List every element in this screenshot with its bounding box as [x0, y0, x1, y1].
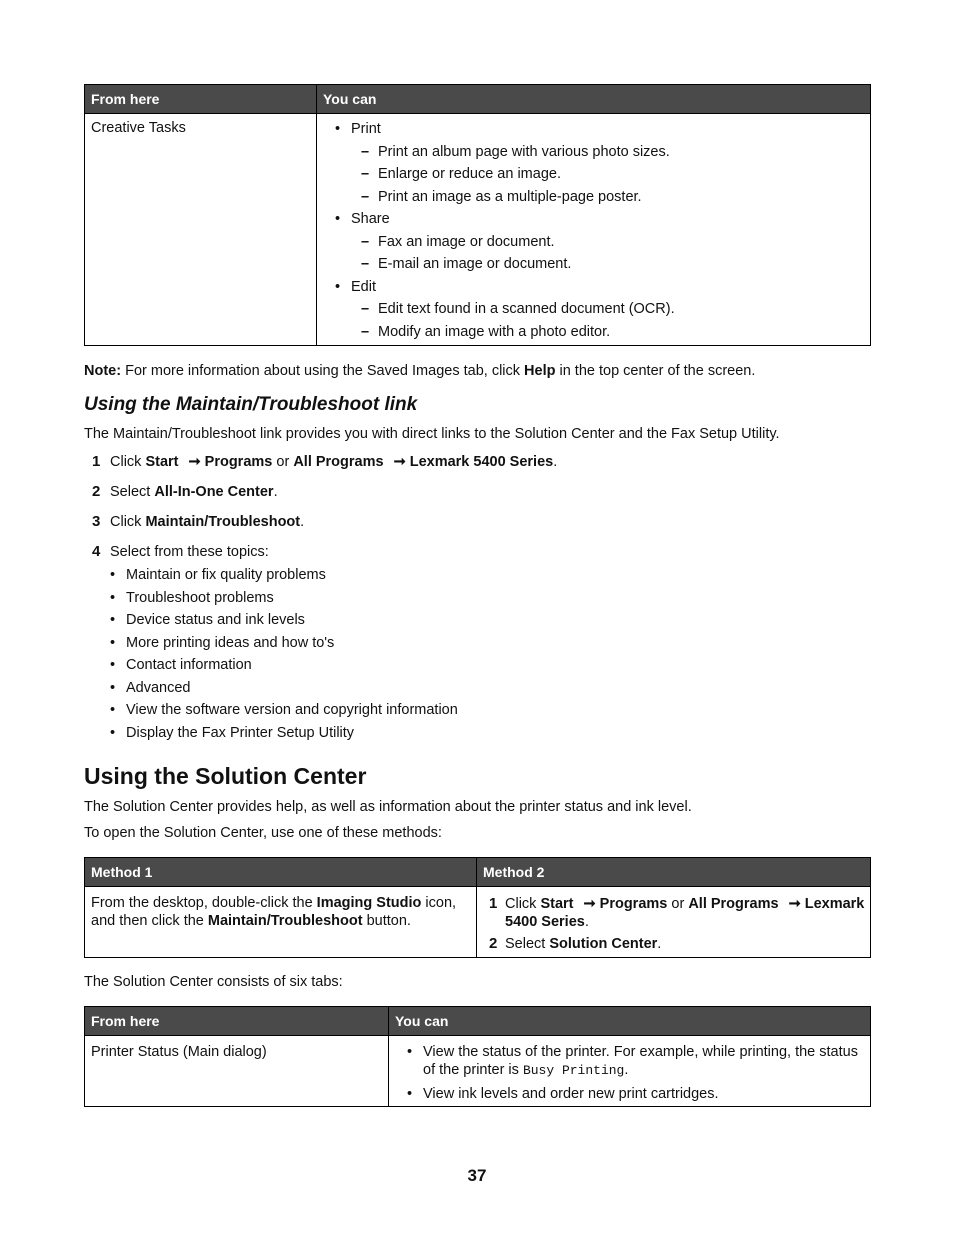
step-text: Click: [110, 454, 146, 470]
table-header: Method 1: [85, 858, 477, 887]
list-item: • More printing ideas and how to's: [110, 632, 870, 655]
table-header: From here: [85, 85, 317, 114]
cell-bold: Maintain/Troubleshoot: [207, 913, 363, 929]
step-bold: Maintain/Troubleshoot: [145, 514, 301, 530]
arrow-icon: ➞: [393, 454, 406, 470]
list-item-label: Print: [351, 121, 381, 137]
table-cell: [389, 1036, 871, 1107]
list-item: • Maintain or fix quality problems: [110, 564, 870, 587]
cell-bold: Imaging Studio: [316, 895, 422, 911]
note-paragraph: [84, 362, 870, 380]
methods-table: [84, 857, 871, 958]
dash-list: [351, 141, 864, 209]
step-text: .: [300, 514, 305, 530]
table-header: From here: [85, 1007, 389, 1036]
note-label: Note:: [84, 363, 122, 379]
step-item: [84, 543, 870, 744]
step-text: Select: [505, 936, 550, 952]
list-item: – Print an image as a multiple-page poster.: [361, 186, 864, 209]
table-cell: [85, 887, 477, 958]
list-item: • View ink levels and order new print cartridges.: [407, 1085, 866, 1103]
list-item: [407, 1043, 866, 1080]
step-number: 1: [489, 895, 498, 912]
list-item: [335, 208, 864, 276]
steps-list: [84, 453, 870, 744]
body-paragraph: To open the Solution Center, use one of these methods:: [84, 825, 442, 841]
table-cell: [477, 887, 871, 958]
table-header: You can: [317, 85, 871, 114]
dash-list: [351, 231, 864, 276]
intro-paragraph: The Maintain/Troubleshoot link provides you with direct links to the Solution Center and the Fax Setup Utility.: [84, 426, 780, 442]
creative-tasks-table: [84, 84, 871, 346]
menu-path-all-programs: All Programs: [293, 454, 384, 470]
page-content: [84, 84, 870, 1107]
step-bold: All-In-One Center: [154, 484, 274, 500]
bullet-list: [407, 1043, 866, 1103]
list-item: • Advanced: [110, 677, 870, 700]
menu-path-all-programs: All Programs: [688, 896, 779, 912]
page-number: 37: [467, 1166, 487, 1185]
list-item: – Modify an image with a photo editor.: [361, 321, 864, 344]
list-item: • View the software version and copyright information: [110, 699, 870, 722]
step-number: 2: [489, 935, 498, 952]
table-header: Method 2: [477, 858, 871, 887]
note-text: For more information about using the Saved Images tab, click: [121, 363, 525, 379]
table-header: You can: [389, 1007, 871, 1036]
step-item: [485, 895, 866, 931]
step-item: [485, 935, 866, 953]
step-text: .: [553, 454, 558, 470]
note-text: in the top center of the screen.: [555, 363, 756, 379]
step-text: Select from these topics:: [110, 544, 269, 560]
list-item: • Display the Fax Printer Setup Utility: [110, 722, 870, 745]
step-text: .: [584, 914, 589, 930]
section-heading: Using the Maintain/Troubleshoot link: [84, 394, 418, 415]
table-row: [85, 1036, 871, 1107]
list-item: – E-mail an image or document.: [361, 253, 864, 276]
table-cell: Printer Status (Main dialog): [85, 1036, 389, 1107]
topics-list: [110, 564, 870, 744]
list-item-label: Share: [351, 211, 390, 227]
arrow-icon: ➞: [583, 896, 596, 912]
cell-text: button.: [362, 913, 411, 929]
table-row: [85, 887, 871, 958]
list-item-label: Edit: [351, 278, 376, 295]
step-text: .: [273, 484, 278, 500]
arrow-icon: ➞: [188, 454, 201, 470]
table-cell: Creative Tasks: [85, 114, 317, 346]
dash-list: [351, 298, 864, 343]
step-text: Click: [110, 514, 146, 530]
list-item: – Enlarge or reduce an image.: [361, 163, 864, 186]
body-paragraph: The Solution Center provides help, as well as information about the printer status and ink level.: [84, 799, 692, 815]
step-item: [84, 453, 870, 471]
list-item: [335, 118, 864, 208]
list-item: • Contact information: [110, 654, 870, 677]
cell-text: icon, and then click the: [91, 895, 457, 929]
menu-path-start: Start: [540, 896, 574, 912]
menu-path-start: Start: [145, 454, 179, 470]
cell-text: View the status of the printer. For example, while printing, the status of the printer is: [423, 1044, 858, 1078]
step-item: [84, 513, 870, 531]
list-item: • Troubleshoot problems: [110, 587, 870, 610]
step-text: or: [272, 454, 294, 470]
step-number: 4: [92, 543, 101, 560]
list-item: – Edit text found in a scanned document (OCR).: [361, 298, 864, 321]
solution-tabs-table: [84, 1006, 871, 1107]
step-text: Select: [110, 484, 155, 500]
menu-path-programs: Programs: [204, 454, 273, 470]
menu-path-programs: Programs: [599, 896, 668, 912]
table-row: [85, 114, 871, 346]
list-item: – Fax an image or document.: [361, 231, 864, 254]
menu-path-series: Lexmark 5400 Series: [505, 896, 865, 930]
step-text: or: [667, 896, 689, 912]
table-cell: [317, 114, 871, 346]
step-item: [84, 483, 870, 501]
list-item: • Device status and ink levels: [110, 609, 870, 632]
body-paragraph: The Solution Center consists of six tabs:: [84, 974, 343, 990]
section-heading: Using the Solution Center: [84, 763, 367, 789]
step-text: Click: [505, 896, 541, 912]
arrow-icon: ➞: [788, 896, 801, 912]
menu-path-series: Lexmark 5400 Series: [409, 454, 554, 470]
bullet-list: [335, 118, 864, 343]
step-text: .: [657, 936, 662, 952]
step-number: 1: [92, 453, 101, 470]
cell-text: From the desktop, double-click the: [91, 895, 317, 911]
list-item: – Print an album page with various photo sizes.: [361, 141, 864, 164]
help-link-text: Help: [524, 363, 556, 379]
step-bold: Solution Center: [549, 936, 658, 952]
step-number: 3: [92, 513, 101, 530]
list-item: [335, 276, 864, 344]
cell-text: .: [624, 1062, 629, 1078]
steps-list: [485, 895, 866, 953]
status-value: Busy Printing: [522, 1063, 625, 1078]
step-number: 2: [92, 483, 101, 500]
